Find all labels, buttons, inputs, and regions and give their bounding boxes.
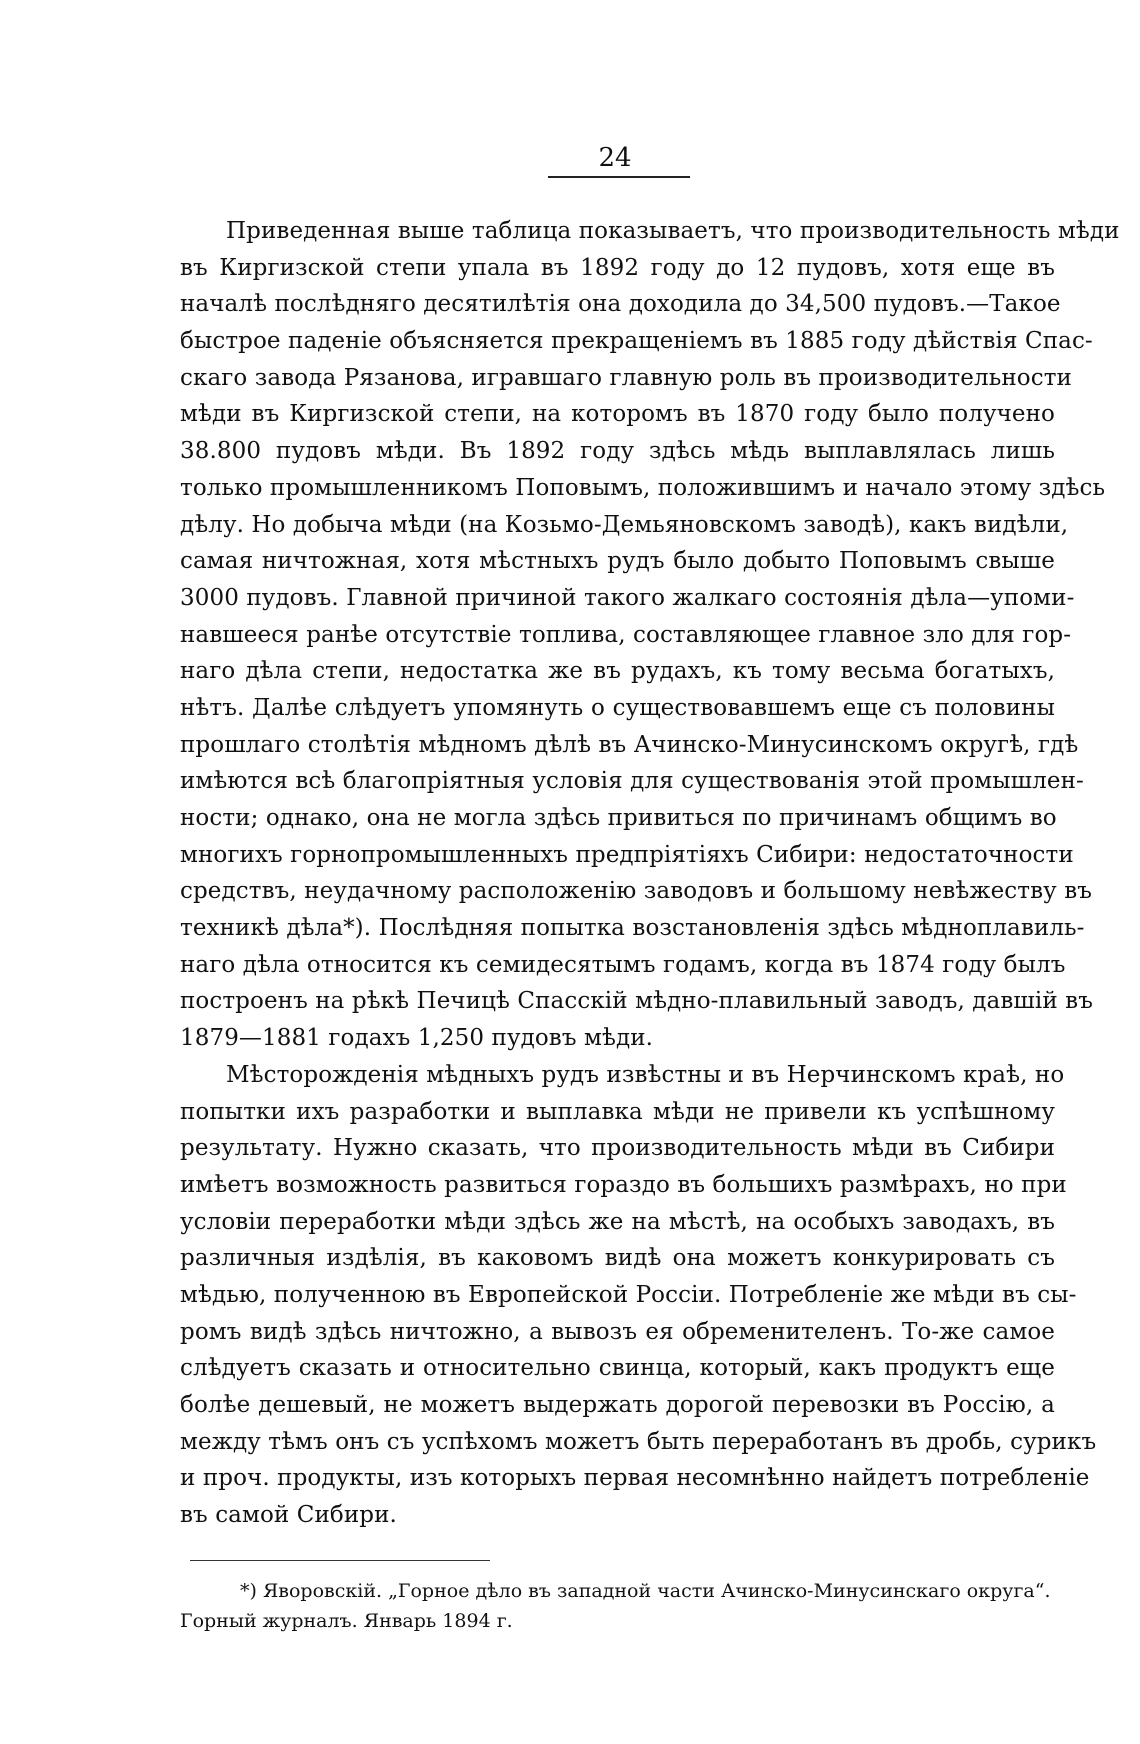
text-line: 1879—1881 годахъ 1,250 пудовъ мѣди. xyxy=(180,1025,654,1052)
text-line: многихъ горнопромышленныхъ предпріятіяхъ Сибири: недостаточности xyxy=(180,841,1074,868)
text-line: построенъ на рѣкѣ Печицѣ Спасскій мѣдно-плавильный заводъ, давшій въ xyxy=(180,988,1093,1015)
text-line: наго дѣла степи, недостатка же въ рудахъ, къ тому весьма богатыхъ, xyxy=(180,658,1055,685)
text-line: только промышленникомъ Поповымъ, положившимъ и начало этому здѣсь xyxy=(180,474,1106,501)
text-line: Приведенная выше таблица показываетъ, что производительность мѣди xyxy=(226,218,1120,244)
text-line: 3000 пудовъ. Главной причиной такого жалкаго состоянія дѣла—упоми- xyxy=(180,584,1075,611)
footnote-rule xyxy=(190,1560,490,1561)
text-line: нѣтъ. Далѣе слѣдуетъ упомянуть о существовавшемъ еще съ половины xyxy=(180,694,1055,721)
text-line: скаго завода Рязанова, игравшаго главную роль въ производительности xyxy=(180,364,1072,391)
text-line: ромъ видѣ здѣсь ничтожно, а вывозъ ея обременителенъ. То-же самое xyxy=(180,1318,1055,1345)
footnote xyxy=(180,1576,1055,1636)
footnote-line: *) Яворовскій. „Горное дѣло въ западной части Ачинско-Минусинскаго округа“. xyxy=(240,1580,1051,1602)
text-line: быстрое паденіе объясняется прекращеніемъ въ 1885 году дѣйствія Спас- xyxy=(180,328,1093,355)
text-line: въ самой Сибири. xyxy=(180,1502,397,1529)
body-text xyxy=(180,213,1120,1534)
text-line: мѣдью, полученною въ Европейской Россіи. Потребленіе же мѣди въ сы- xyxy=(180,1281,1077,1308)
text-line: и проч. продукты, изъ которыхъ первая несомнѣнно найдетъ потребленіе xyxy=(180,1465,1090,1492)
text-line: мѣди въ Киргизской степи, на которомъ въ 1870 году было получено xyxy=(180,401,1055,428)
text-line: средствъ, неудачному расположенію заводовъ и большому невѣжеству въ xyxy=(180,878,1092,905)
text-line: въ Киргизской степи упала въ 1892 году до 12 пудовъ, хотя еще въ xyxy=(180,254,1055,281)
text-line: навшееся ранѣе отсутствіе топлива, составляющее главное зло для гор- xyxy=(180,621,1072,648)
text-line: прошлаго столѣтія мѣдномъ дѣлѣ въ Ачинско-Минусинскомъ округѣ, гдѣ xyxy=(180,731,1079,758)
text-line: между тѣмъ онъ съ успѣхомъ можетъ быть переработанъ въ дробь, сурикъ xyxy=(180,1428,1097,1455)
text-line: имѣются всѣ благопріятныя условія для существованія этой промышлен- xyxy=(180,768,1084,795)
text-line: попытки ихъ разработки и выплавка мѣди не привели къ успѣшному xyxy=(180,1098,1055,1125)
text-line: различныя издѣлія, въ каковомъ видѣ она можетъ конкурировать съ xyxy=(180,1245,1055,1272)
text-line: началѣ послѣдняго десятилѣтія она доходила до 34,500 пудовъ.—Такое xyxy=(180,291,1061,318)
text-line: техникѣ дѣла*). Послѣдняя попытка возстановленія здѣсь мѣдноплавиль- xyxy=(180,915,1085,942)
text-line: дѣлу. Но добыча мѣди (на Козьмо-Демьяновскомъ заводѣ), какъ видѣли, xyxy=(180,511,1069,538)
text-line: наго дѣла относится къ семидесятымъ годамъ, когда въ 1874 году былъ xyxy=(180,951,1066,978)
text-line: ности; однако, она не могла здѣсь привиться по причинамъ общимъ во xyxy=(180,805,1057,831)
page-number: 24 xyxy=(598,143,632,173)
text-line: слѣдуетъ сказать и относительно свинца, который, какъ продуктъ еще xyxy=(180,1355,1055,1382)
paragraph-1 xyxy=(180,213,1120,1057)
text-line: имѣетъ возможность развиться гораздо въ большихъ размѣрахъ, но при xyxy=(180,1171,1067,1198)
text-line: Мѣсторожденія мѣдныхъ рудъ извѣстны и въ Нерчинскомъ краѣ, но xyxy=(226,1061,1065,1088)
text-line: болѣе дешевый, не можетъ выдержать дорогой перевозки въ Россію, а xyxy=(180,1392,1055,1418)
header-rule xyxy=(548,176,690,178)
text-line: 38.800 пудовъ мѣди. Въ 1892 году здѣсь мѣдь выплавлялась лишь xyxy=(180,438,1055,465)
text-line: условіи переработки мѣди здѣсь же на мѣстѣ, на особыхъ заводахъ, въ xyxy=(180,1208,1055,1235)
text-line: результату. Нужно сказать, что производительность мѣди въ Сибири xyxy=(180,1135,1055,1162)
paragraph-2 xyxy=(180,1057,1097,1534)
text-line: самая ничтожная, хотя мѣстныхъ рудъ было добыто Поповымъ свыше xyxy=(180,548,1055,575)
footnote-line: Горный журналъ. Январь 1894 г. xyxy=(180,1610,513,1632)
